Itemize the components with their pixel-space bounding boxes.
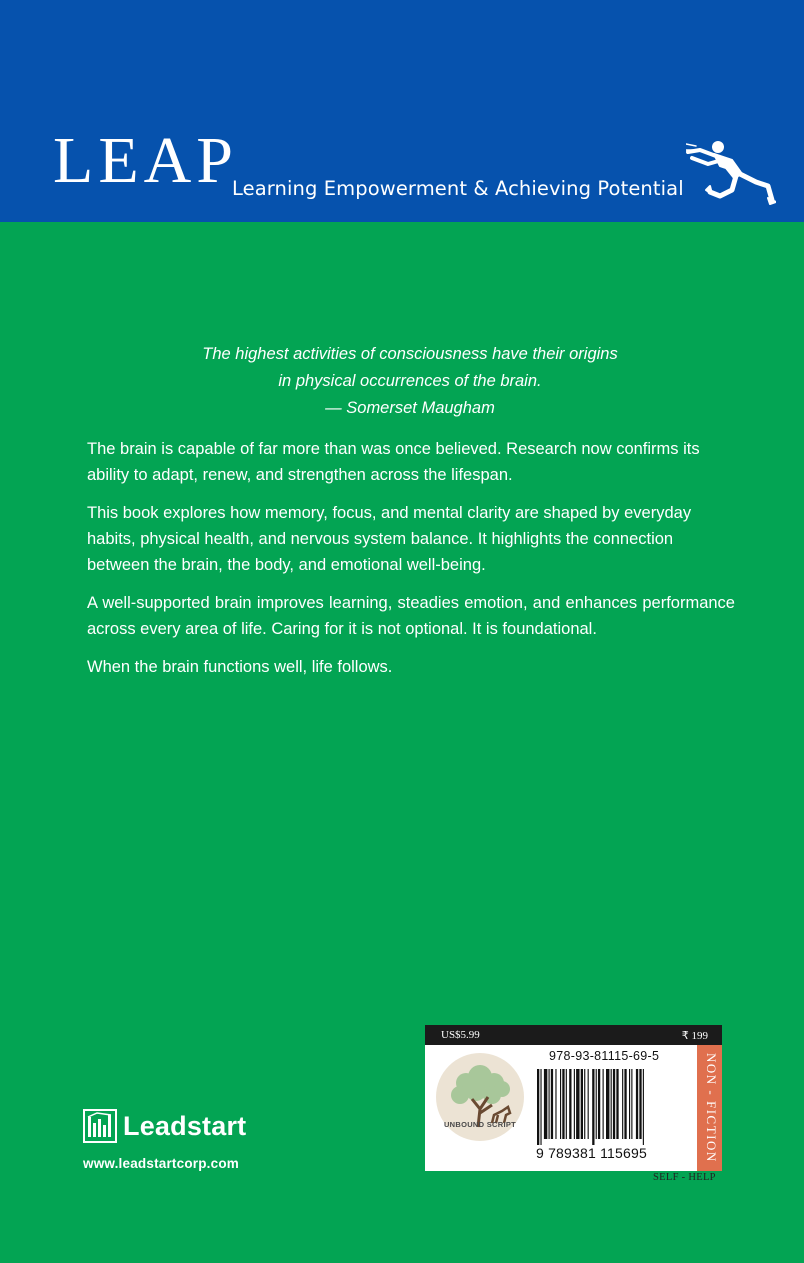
barcode-bar (636, 1069, 638, 1139)
barcode-bar (616, 1069, 618, 1139)
price-bar (425, 1025, 722, 1045)
barcode-bar (566, 1069, 567, 1139)
blurb-text (87, 436, 735, 692)
quote-line: The highest activities of consciousness have their origins (202, 345, 618, 363)
barcode-bar (581, 1069, 583, 1139)
barcode-bar (592, 1069, 594, 1145)
barcode-panel (425, 1025, 722, 1171)
barcode-bar (555, 1069, 556, 1139)
barcode-bar (606, 1069, 609, 1139)
barcode-bar (611, 1069, 612, 1139)
barcode-bar (598, 1069, 600, 1139)
barcode-bar (551, 1069, 553, 1139)
barcode-bar (603, 1069, 604, 1139)
publisher-url: www.leadstartcorp.com (83, 1156, 239, 1171)
genre-label: NON - FICTION (704, 1053, 719, 1163)
barcode-bars (535, 1069, 685, 1145)
barcode-bar (544, 1069, 547, 1139)
barcode-bar (569, 1069, 571, 1139)
publisher-logo (83, 1109, 246, 1143)
barcode-bar (562, 1069, 564, 1139)
series-tagline: Learning Empowerment & Achieving Potential (232, 177, 684, 200)
running-man-icon (686, 136, 776, 206)
barcode-bar (629, 1069, 630, 1139)
category-label: SELF - HELP (653, 1172, 716, 1183)
barcode-bar (624, 1069, 626, 1139)
series-header-band (0, 0, 804, 222)
barcode-bar (540, 1069, 541, 1145)
barcode-bar (574, 1069, 575, 1139)
publisher-name: Leadstart (123, 1110, 247, 1141)
barcode-bar (560, 1069, 561, 1139)
barcode-bar (549, 1069, 550, 1139)
epigraph-quote (60, 341, 760, 422)
series-logo-wordmark: LEAP (53, 124, 238, 197)
barcode-bar (613, 1069, 615, 1139)
barcode-bar (584, 1069, 585, 1139)
barcode-bar (643, 1069, 644, 1145)
barcode-bar (537, 1069, 539, 1145)
barcode-bar (596, 1069, 597, 1139)
barcode-bar (588, 1069, 589, 1139)
barcode-digits: 9 789381 115695 (536, 1145, 647, 1161)
quote-line: in physical occurrences of the brain. (278, 372, 542, 390)
leadstart-logo-icon (83, 1109, 117, 1143)
blurb-paragraph: The brain is capable of far more than was once believed. Research now confirms its ability to adapt, renew, and strengthen across the lifespan. (87, 440, 700, 484)
barcode-bar (631, 1069, 632, 1139)
barcode-bar (622, 1069, 623, 1139)
price-usd: US$5.99 (441, 1029, 480, 1041)
quote-attribution: — Somerset Maugham (325, 399, 495, 417)
price-inr: ₹ 199 (681, 1030, 708, 1042)
blurb-paragraph: When the brain functions well, life follows. (87, 658, 393, 676)
isbn-number: 978-93-81115-69-5 (549, 1049, 660, 1063)
genre-strip (697, 1045, 722, 1171)
imprint-name: UNBOUND SCRIPT (443, 1120, 517, 1129)
barcode-bar (639, 1069, 641, 1139)
blurb-paragraph: A well-supported brain improves learning, steadies emotion, and enhances performance across every area of life. Caring for it is not optional. It is foundational. (87, 594, 735, 638)
blurb-paragraph: This book explores how memory, focus, and mental clarity are shaped by everyday habits, physical health, and nervous system balance. It highlights the connection between the brain, the body, and emotional well-being. (87, 504, 692, 574)
barcode-bar (576, 1069, 579, 1139)
